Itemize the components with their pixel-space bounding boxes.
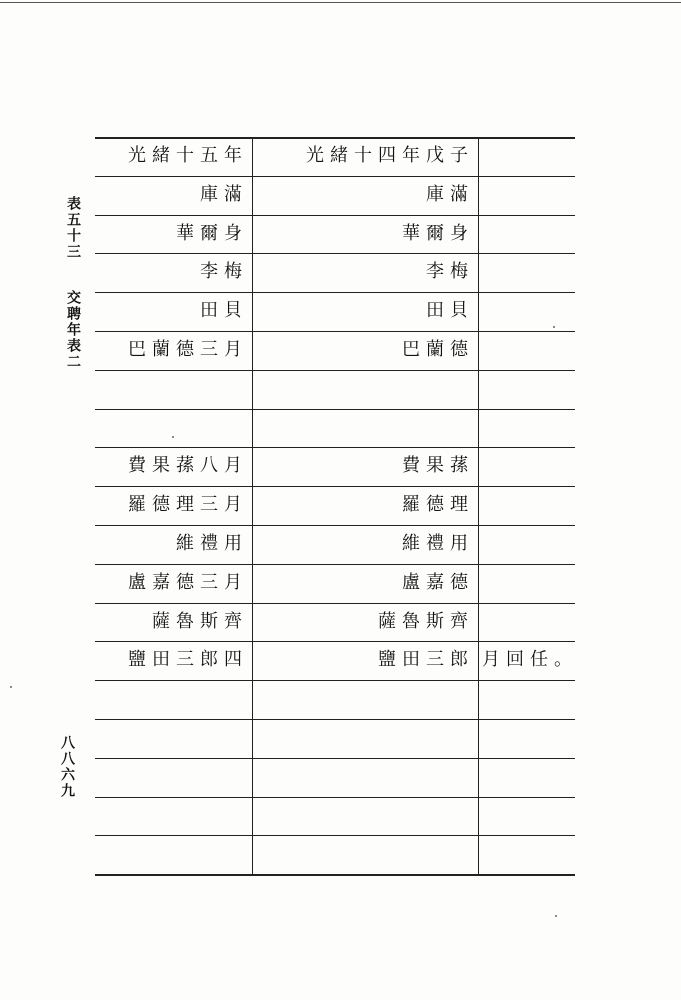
table-cell-middle: 華爾身 — [402, 223, 474, 244]
ink-speck — [172, 436, 174, 438]
page-top-border — [0, 2, 681, 3]
table-cell-middle — [256, 409, 474, 447]
table-cell-middle — [256, 797, 474, 835]
table-cell-right — [482, 176, 571, 214]
table-cell-middle — [256, 680, 474, 718]
table-cell-left: 盧嘉德三月 — [128, 572, 248, 593]
column-header-left: 光緒十五年 — [128, 145, 248, 166]
table-cell-right — [482, 525, 571, 563]
table-cell-middle: 羅德理 — [402, 494, 474, 515]
table-cell-left: 費果蓀八月 — [128, 455, 248, 476]
table-cell-right: 月回任。 — [482, 649, 578, 670]
table-cell-right — [482, 719, 571, 757]
table-cell-left — [99, 797, 248, 835]
side-label-title: 表五十三 — [65, 196, 81, 260]
table-cell-right — [482, 447, 571, 485]
ink-speck — [10, 686, 12, 688]
ink-speck — [553, 326, 555, 328]
table-cell-left — [99, 409, 248, 447]
table-cell-right — [482, 331, 571, 369]
table-cell-left: 李梅 — [200, 261, 248, 282]
table-cell-right — [482, 292, 571, 330]
table-cell-middle — [256, 719, 474, 757]
table-cell-left: 田貝 — [200, 300, 248, 321]
table-cell-left: 鹽田三郎四 — [128, 649, 248, 670]
table-cell-middle: 巴蘭德 — [402, 339, 474, 360]
column-divider — [252, 137, 253, 874]
table-cell-middle — [256, 835, 474, 873]
column-header-right — [482, 137, 571, 175]
table-cell-right — [482, 758, 571, 796]
table-cell-left: 庫滿 — [200, 184, 248, 205]
page-number: 八八六九 — [59, 735, 75, 799]
table-cell-middle: 李梅 — [426, 261, 474, 282]
table-cell-middle: 盧嘉德 — [402, 572, 474, 593]
table-cell-left: 巴蘭德三月 — [128, 339, 248, 360]
side-label-section: 交聘年表二 — [65, 290, 81, 370]
table-cell-left: 維禮用 — [176, 533, 248, 554]
column-divider — [478, 137, 479, 874]
table-cell-middle — [256, 370, 474, 408]
table-cell-right — [482, 797, 571, 835]
table-cell-middle: 費果蓀 — [402, 455, 474, 476]
table-cell-right — [482, 486, 571, 524]
table-cell-right — [482, 680, 571, 718]
table-cell-right — [482, 603, 571, 641]
table-cell-left — [99, 370, 248, 408]
table-cell-left — [99, 719, 248, 757]
table-cell-right — [482, 409, 571, 447]
table-cell-middle: 庫滿 — [426, 184, 474, 205]
table-cell-middle — [256, 758, 474, 796]
table-cell-right — [482, 253, 571, 291]
table-cell-right — [482, 835, 571, 873]
table-cell-middle: 田貝 — [426, 300, 474, 321]
table-cell-left — [99, 680, 248, 718]
table-cell-left — [99, 835, 248, 873]
table-cell-right — [482, 370, 571, 408]
table-cell-right — [482, 215, 571, 253]
table-cell-right — [482, 564, 571, 602]
table-cell-left — [99, 758, 248, 796]
table-cell-middle: 維禮用 — [402, 533, 474, 554]
table-cell-left: 羅德理三月 — [128, 494, 248, 515]
table-cell-left: 薩魯斯齊 — [152, 611, 248, 632]
ink-speck — [555, 915, 557, 917]
table-cell-left: 華爾身 — [176, 223, 248, 244]
table-rule — [95, 874, 575, 876]
table-cell-middle: 鹽田三郎 — [378, 649, 474, 670]
table-cell-middle: 薩魯斯齊 — [378, 611, 474, 632]
column-header-middle: 光緒十四年戊子 — [306, 145, 474, 166]
